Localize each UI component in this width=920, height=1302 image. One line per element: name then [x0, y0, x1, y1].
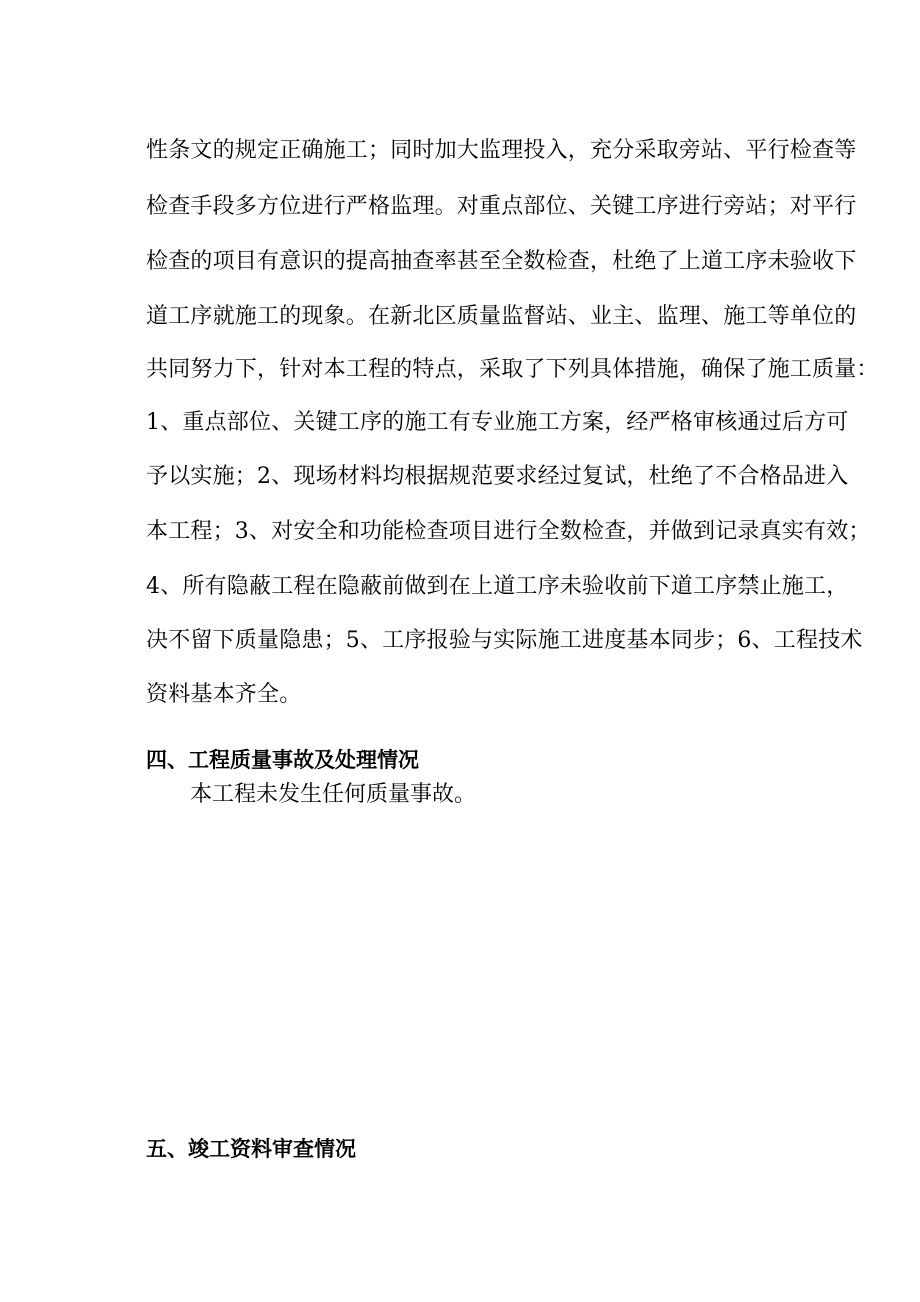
paragraph-line: 本工程；3、对安全和功能检查项目进行全数检查，并做到记录真实有效；: [146, 519, 871, 544]
paragraph-line: 予以实施；2、现场材料均根据规范要求经过复试，杜绝了不合格品进入: [146, 464, 849, 489]
paragraph-line: 检查手段多方位进行严格监理。对重点部位、关键工序进行旁站；对平行: [146, 194, 857, 219]
section-4-heading: 四、工程质量事故及处理情况: [146, 747, 419, 772]
paragraph-line: 决不留下质量隐患；5、工序报验与实际施工进度基本同步；6、工程技术: [146, 628, 863, 653]
paragraph-line: 共同努力下，针对本工程的特点，采取了下列具体措施，确保了施工质量：: [146, 357, 879, 382]
section-4-body: 本工程未发生任何质量事故。: [190, 782, 477, 807]
section-5-heading: 五、竣工资料审查情况: [146, 1136, 356, 1161]
paragraph-line: 1、重点部位、关键工序的施工有专业施工方案，经严格审核通过后方可: [146, 410, 849, 435]
paragraph-line: 性条文的规定正确施工；同时加大监理投入，充分采取旁站、平行检查等: [146, 138, 857, 163]
paragraph-line: 资料基本齐全。: [146, 682, 302, 707]
paragraph-line: 检查的项目有意识的提高抽查率甚至全数检查，杜绝了上道工序未验收下: [146, 249, 857, 274]
paragraph-line: 4、所有隐蔽工程在隐蔽前做到在上道工序未验收前下道工序禁止施工，: [146, 574, 849, 599]
paragraph-line: 道工序就施工的现象。在新北区质量监督站、业主、监理、施工等单位的: [146, 304, 857, 329]
